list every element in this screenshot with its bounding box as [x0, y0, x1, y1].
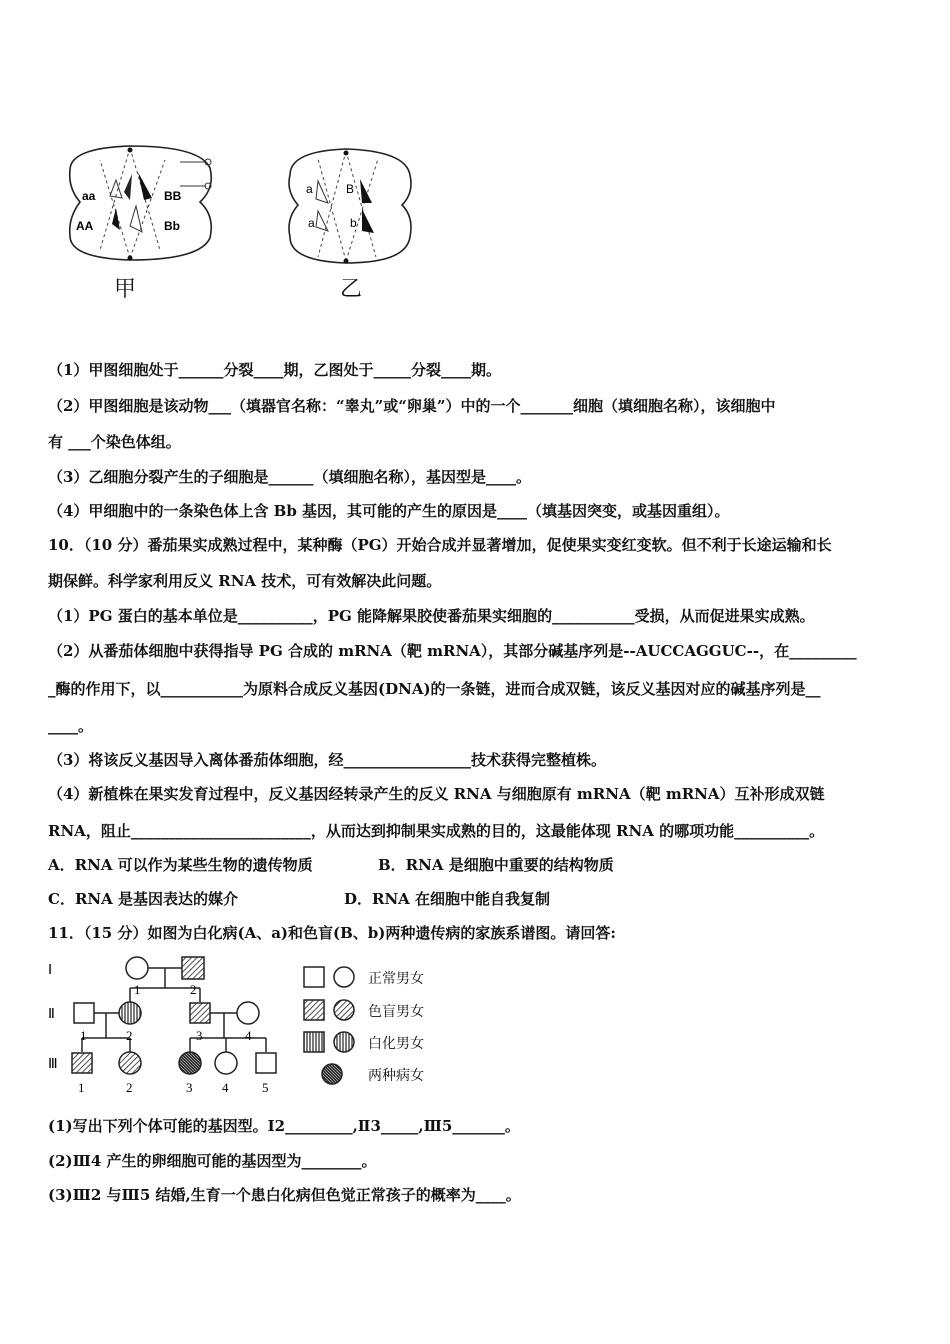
generation-label: Ⅲ [48, 1057, 58, 1072]
q11-part1: (1)写出下列个体可能的基因型。Ⅰ2_________,Ⅱ3_____,Ⅲ5_______。 [48, 1117, 520, 1135]
gene-label: B [346, 182, 355, 196]
pedigree-number: 2 [190, 982, 197, 997]
pedigree-number: 5 [262, 1080, 269, 1095]
cell-figure-jia [60, 140, 230, 270]
figure-label-jia: 甲 [114, 277, 137, 302]
q10-part2-a: （2）从番茄体细胞中获得指导 PG 合成的 mRNA（靶 mRNA），其部分碱基序列是--AUCCAGGUC--，在_________ [48, 642, 857, 660]
pedigree-number: 3 [186, 1080, 193, 1095]
q10-part2-b: _酶的作用下，以___________为原料合成反义基因(DNA)的一条链，进而合成双链，该反义基因对应的碱基序列是__ [48, 680, 821, 698]
figure-label-yi: 乙 [340, 277, 363, 302]
q11-part3: (3)Ⅲ2 与Ⅲ5 结婚,生育一个患白化病但色觉正常孩子的概率为____。 [48, 1186, 521, 1204]
q10-option-a: A．RNA 可以作为某些生物的遗传物质 [48, 856, 313, 874]
q10-part4-b: RNA，阻止________________________，从而达到抑制果实成熟的目的，这最能体现 RNA 的哪项功能__________。 [48, 822, 825, 840]
gene-label: Bb [164, 219, 180, 233]
pedigree-number: 1 [80, 1028, 87, 1043]
legend-albino: 白化男女 [368, 1036, 424, 1052]
gene-label: BB [164, 189, 182, 203]
q9-part1: （1）甲图细胞处于______分裂____期，乙图处于_____分裂____期。 [48, 361, 501, 379]
q11-part2: (2)Ⅲ4 产生的卵细胞可能的基因型为________。 [48, 1152, 377, 1170]
gene-label: aa [82, 189, 96, 203]
q9-part2-a: （2）甲图细胞是该动物___（填器官名称：“睾丸”或“卵巢”）中的一个_______细胞（填细胞名称），该细胞中 [48, 397, 776, 415]
q9-part4: （4）甲细胞中的一条染色体上含 Bb 基因，其可能的产生的原因是____（填基因突变，或基因重组）。 [48, 502, 730, 520]
legend-normal: 正常男女 [368, 971, 424, 987]
pedigree-number: 4 [245, 1028, 252, 1043]
pedigree-number: 2 [126, 1080, 133, 1095]
pedigree-number: 2 [126, 1028, 133, 1043]
q10-intro-a: 10．（10 分）番茄果实成熟过程中，某种酶（PG）开始合成并显著增加，促使果实变红变软。但不利于长途运输和长 [48, 536, 832, 554]
gene-label: b [350, 216, 357, 230]
generation-label: Ⅰ [48, 963, 53, 978]
cell-figure-yi [278, 145, 418, 270]
q11-intro: 11．（15 分）如图为白化病(A、a)和色盲(B、b)两种遗传病的家族系谱图。请回答: [48, 924, 616, 942]
gene-label: AA [76, 219, 94, 233]
q10-option-c: C．RNA 是基因表达的媒介 [48, 890, 238, 908]
legend-colorblind: 色盲男女 [368, 1004, 424, 1020]
generation-label: Ⅱ [48, 1007, 55, 1022]
q10-part1: （1）PG 蛋白的基本单位是__________，PG 能降解果胶使番茄果实细胞的___________受损，从而促进果实成熟。 [48, 607, 815, 625]
gene-label: a [306, 182, 313, 196]
pedigree-number: 4 [222, 1080, 229, 1095]
pedigree-chart [40, 950, 290, 1100]
q9-part2-b: 有 ___个染色体组。 [48, 433, 181, 451]
q10-option-d: D．RNA 在细胞中能自我复制 [344, 890, 551, 908]
pedigree-number: 1 [78, 1080, 85, 1095]
pedigree-number: 3 [196, 1028, 203, 1043]
pedigree-number: 1 [134, 982, 141, 997]
q10-part4-a: （4）新植株在果实发育过程中，反义基因经转录产生的反义 RNA 与细胞原有 mRNA（靶 mRNA）互补形成双链 [48, 785, 825, 803]
q10-part3: （3）将该反义基因导入离体番茄体细胞，经_________________技术获得完整植株。 [48, 751, 606, 769]
q10-intro-b: 期保鲜。科学家利用反义 RNA 技术，可有效解决此问题。 [48, 572, 442, 590]
q9-part3: （3）乙细胞分裂产生的子细胞是______（填细胞名称），基因型是____。 [48, 468, 531, 486]
gene-label: a [308, 216, 315, 230]
q10-part2-c: ____。 [48, 717, 94, 735]
pedigree-legend [300, 962, 360, 1092]
legend-both-diseases: 两种病女 [368, 1068, 424, 1084]
q10-option-b: B．RNA 是细胞中重要的结构物质 [378, 856, 614, 874]
